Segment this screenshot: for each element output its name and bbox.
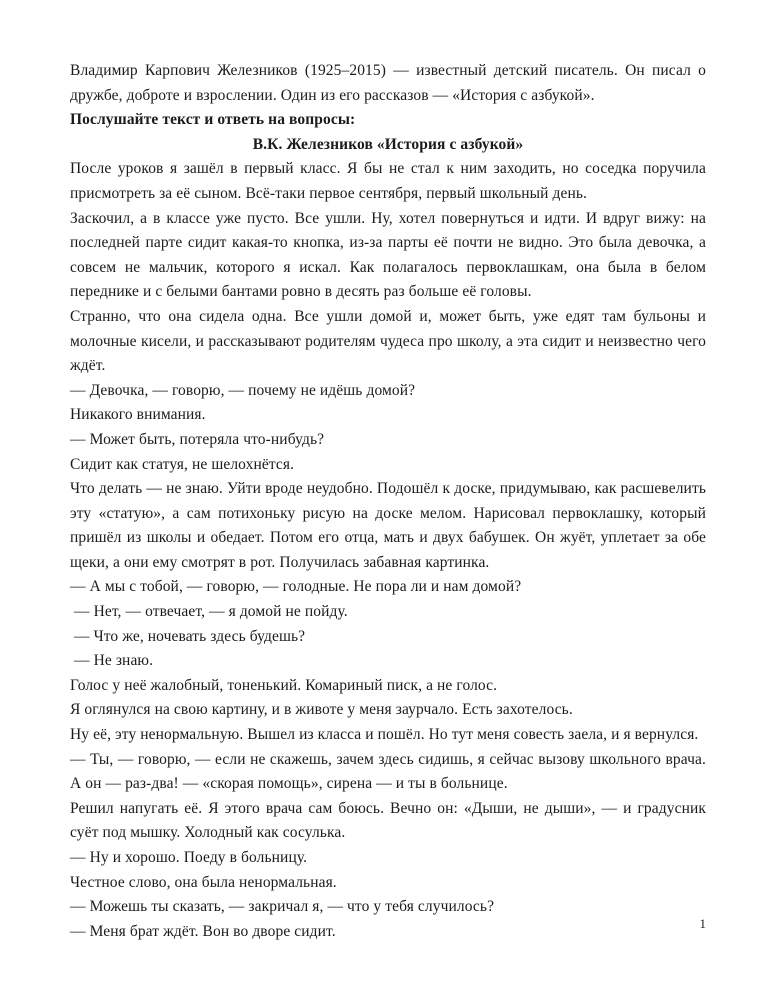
paragraph: — Что же, ночевать здесь будешь? <box>74 627 306 645</box>
paragraph: — Можешь ты сказать, — закричал я, — что у тебя случилось? <box>70 898 495 916</box>
page-number: 1 <box>699 916 706 931</box>
paragraph: — А мы с тобой, — говорю, — голодные. Не пора ли и нам домой? <box>70 578 522 596</box>
paragraph: Никакого внимания. <box>70 406 206 424</box>
instruction-line: Послушайте текст и ответь на вопросы: <box>70 111 356 129</box>
paragraph: Странно, что она сидела одна. Все ушли домой и, может быть, уже едят там бульоны и молочные кисели, и рассказывают родителям чудеса про школу, а эта сидит и неизвестно чего ждёт. <box>70 307 706 375</box>
paragraph: — Ну и хорошо. Поеду в больницу. <box>70 849 308 866</box>
paragraph: — Не знаю. <box>74 652 154 670</box>
paragraph: Голос у неё жалобный, тоненький. Комариный писк, а не голос. <box>70 676 498 694</box>
story-title: В.К. Железников «История с азбукой» <box>252 135 524 153</box>
document-body <box>70 59 706 944</box>
paragraph: Владимир Карпович Железников (1925–2015) — известный детский писатель. Он писал о дружбе, доброте и взрослении. Один из его рассказов — «История с азбукой». <box>70 62 706 104</box>
paragraph: Заскочил, а в классе уже пусто. Все ушли. Ну, хотел повернуться и идти. И вдруг вижу: на последней парте сидит какая-то кнопка, из-за парты её почти не видно. Это была девочка, а совсем не мальчик, которого я искал. Как полагалось первоклашкам, она была в белом переднике и с белыми бантами ровно в десять раз больше её головы. <box>70 209 706 301</box>
paragraph: — Меня брат ждёт. Вон во дворе сидит. <box>70 922 336 940</box>
paragraph: Решил напугать её. Я этого врача сам боюсь. Вечно он: «Дыши, не дыши», — и градусник суёт под мышку. Холодный как сосулька. <box>70 799 706 842</box>
paragraph: После уроков я зашёл в первый класс. Я бы не стал к ним заходить, но соседка поручила присмотреть за её сыном. Всё-таки первое сентября, первый школьный день. <box>70 160 706 202</box>
paragraph: — Ты, — говорю, — если не скажешь, зачем здесь сидишь, я сейчас вызову школьного врача. А он — раз-два! — «скорая помощь», сирена — и ты в больнице. <box>70 750 706 793</box>
paragraph: Сидит как статуя, не шелохнётся. <box>70 455 295 473</box>
paragraph: — Девочка, — говорю, — почему не идёшь домой? <box>70 381 416 399</box>
paragraph: — Может быть, потеряла что-нибудь? <box>70 430 325 448</box>
paragraph: Я оглянулся на свою картину, и в животе у меня заурчало. Есть захотелось. <box>70 701 573 719</box>
paragraph: — Нет, — отвечает, — я домой не пойду. <box>74 603 348 621</box>
paragraph: Что делать — не знаю. Уйти вроде неудобно. Подошёл к доске, придумываю, как расшевелить эту «статую», а сам потихоньку рисую на доске мелом. Нарисовал первоклашку, который пришёл из школы и обедает. Потом его отца, мать и двух бабушек. Он жуёт, уплетает за обе щеки, а они ему смотрят в рот. Получилась забавная картинка. <box>70 480 706 571</box>
paragraph: Честное слово, она была ненормальная. <box>70 873 337 891</box>
paragraph: Ну её, эту ненормальную. Вышел из класса и пошёл. Но тут меня совесть заела, и я вернулся. <box>70 726 699 744</box>
